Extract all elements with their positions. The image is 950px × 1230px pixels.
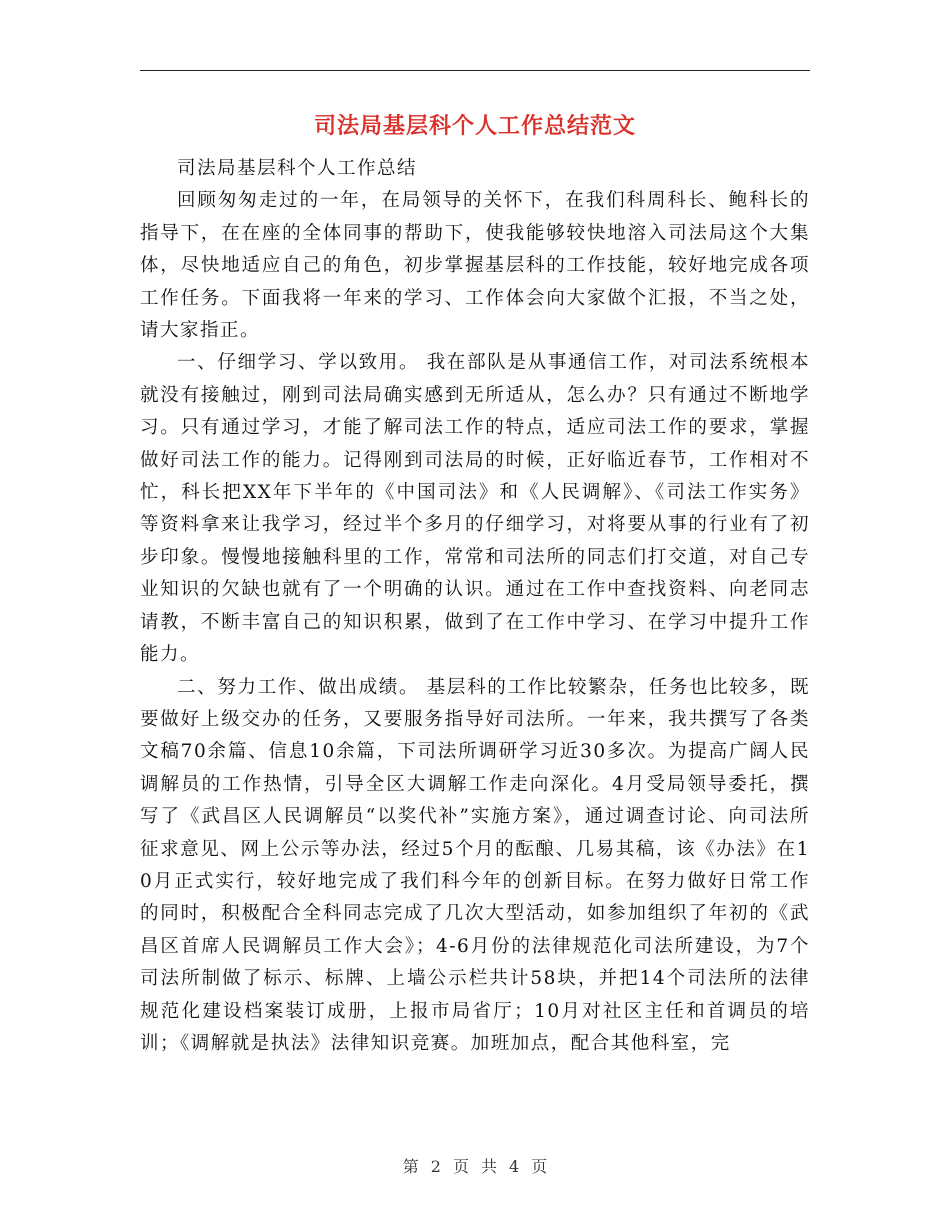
section-one-paragraph: 一、仔细学习、学以致用。 我在部队是从事通信工作，对司法系统根本就没有接触过，刚到司法局确实感到无所适从，怎么办？只有通过不断地学习。只有通过学习，才能了解司法工作的特点，适应司法工作的要求，掌握做好司法工作的能力。记得刚到司法局的时候，正好临近春节，工作相对不忙，科长把XX年下半年的《中国司法》和《人民调解》、《司法工作实务》等资料拿来让我学习，经过半个多月的仔细学习，对将要从事的行业有了初步印象。慢慢地接触科里的工作，常常和司法所的同志们打交道，对自己专业知识的欠缺也就有了一个明确的认识。通过在工作中查找资料、向老同志请教，不断丰富自己的知识积累，做到了在工作中学习、在学习中提升工作能力。 [140,352,810,666]
section-two-paragraph: 二、努力工作、做出成绩。 基层科的工作比较繁杂，任务也比较多，既要做好上级交办的任务，又要服务指导好司法所。一年来，我共撰写了各类文稿70余篇、信息10余篇，下司法所调研学习近30多次。为提高广阔人民调解员的工作热情，引导全区大调解工作走向深化。4月受局领导委托，撰写了《武昌区人民调解员“以奖代补”实施方案》，通过调查讨论、向司法所征求意见、网上公示等办法，经过5个月的酝酿、几易其稿，该《办法》在10月正式实行，较好地完成了我们科今年的创新目标。在努力做好日常工作的同时，积极配合全科同志完成了几次大型活动，如参加组织了年初的《武昌区首席人民调解员工作大会》；4-6月份的法律规范化司法所建设，为7个司法所制做了标示、标牌、上墙公示栏共计58块，并把14个司法所的法律规范化建设档案装订成册，上报市局省厅；10月对社区主任和首调员的培训；《调解就是执法》法律知识竞赛。加班加点，配合其他科室，完 [140,676,810,1054]
page-label: 页 [452,1157,469,1176]
header-rule [140,70,810,71]
page-prefix: 第 [402,1157,419,1176]
total-page-number: 4 [509,1157,520,1176]
page-suffix: 页 [531,1157,548,1176]
page-number-footer [0,1154,950,1177]
subtitle-paragraph: 司法局基层科个人工作总结 [177,158,418,179]
total-prefix: 共 [481,1157,498,1176]
intro-paragraph: 回顾匆匆走过的一年，在局领导的关怀下，在我们科周科长、鲍科长的指导下，在在座的全体同事的帮助下，使我能够较快地溶入司法局这个大集体，尽快地适应自己的角色，初步掌握基层科的工作技能，较好地完成各项工作任务。下面我将一年来的学习、工作体会向大家做个汇报，不当之处，请大家指正。 [140,190,810,342]
document-title: 司法局基层科个人工作总结范文 [313,113,636,139]
current-page-number: 2 [430,1157,441,1176]
document-body [140,153,810,1060]
